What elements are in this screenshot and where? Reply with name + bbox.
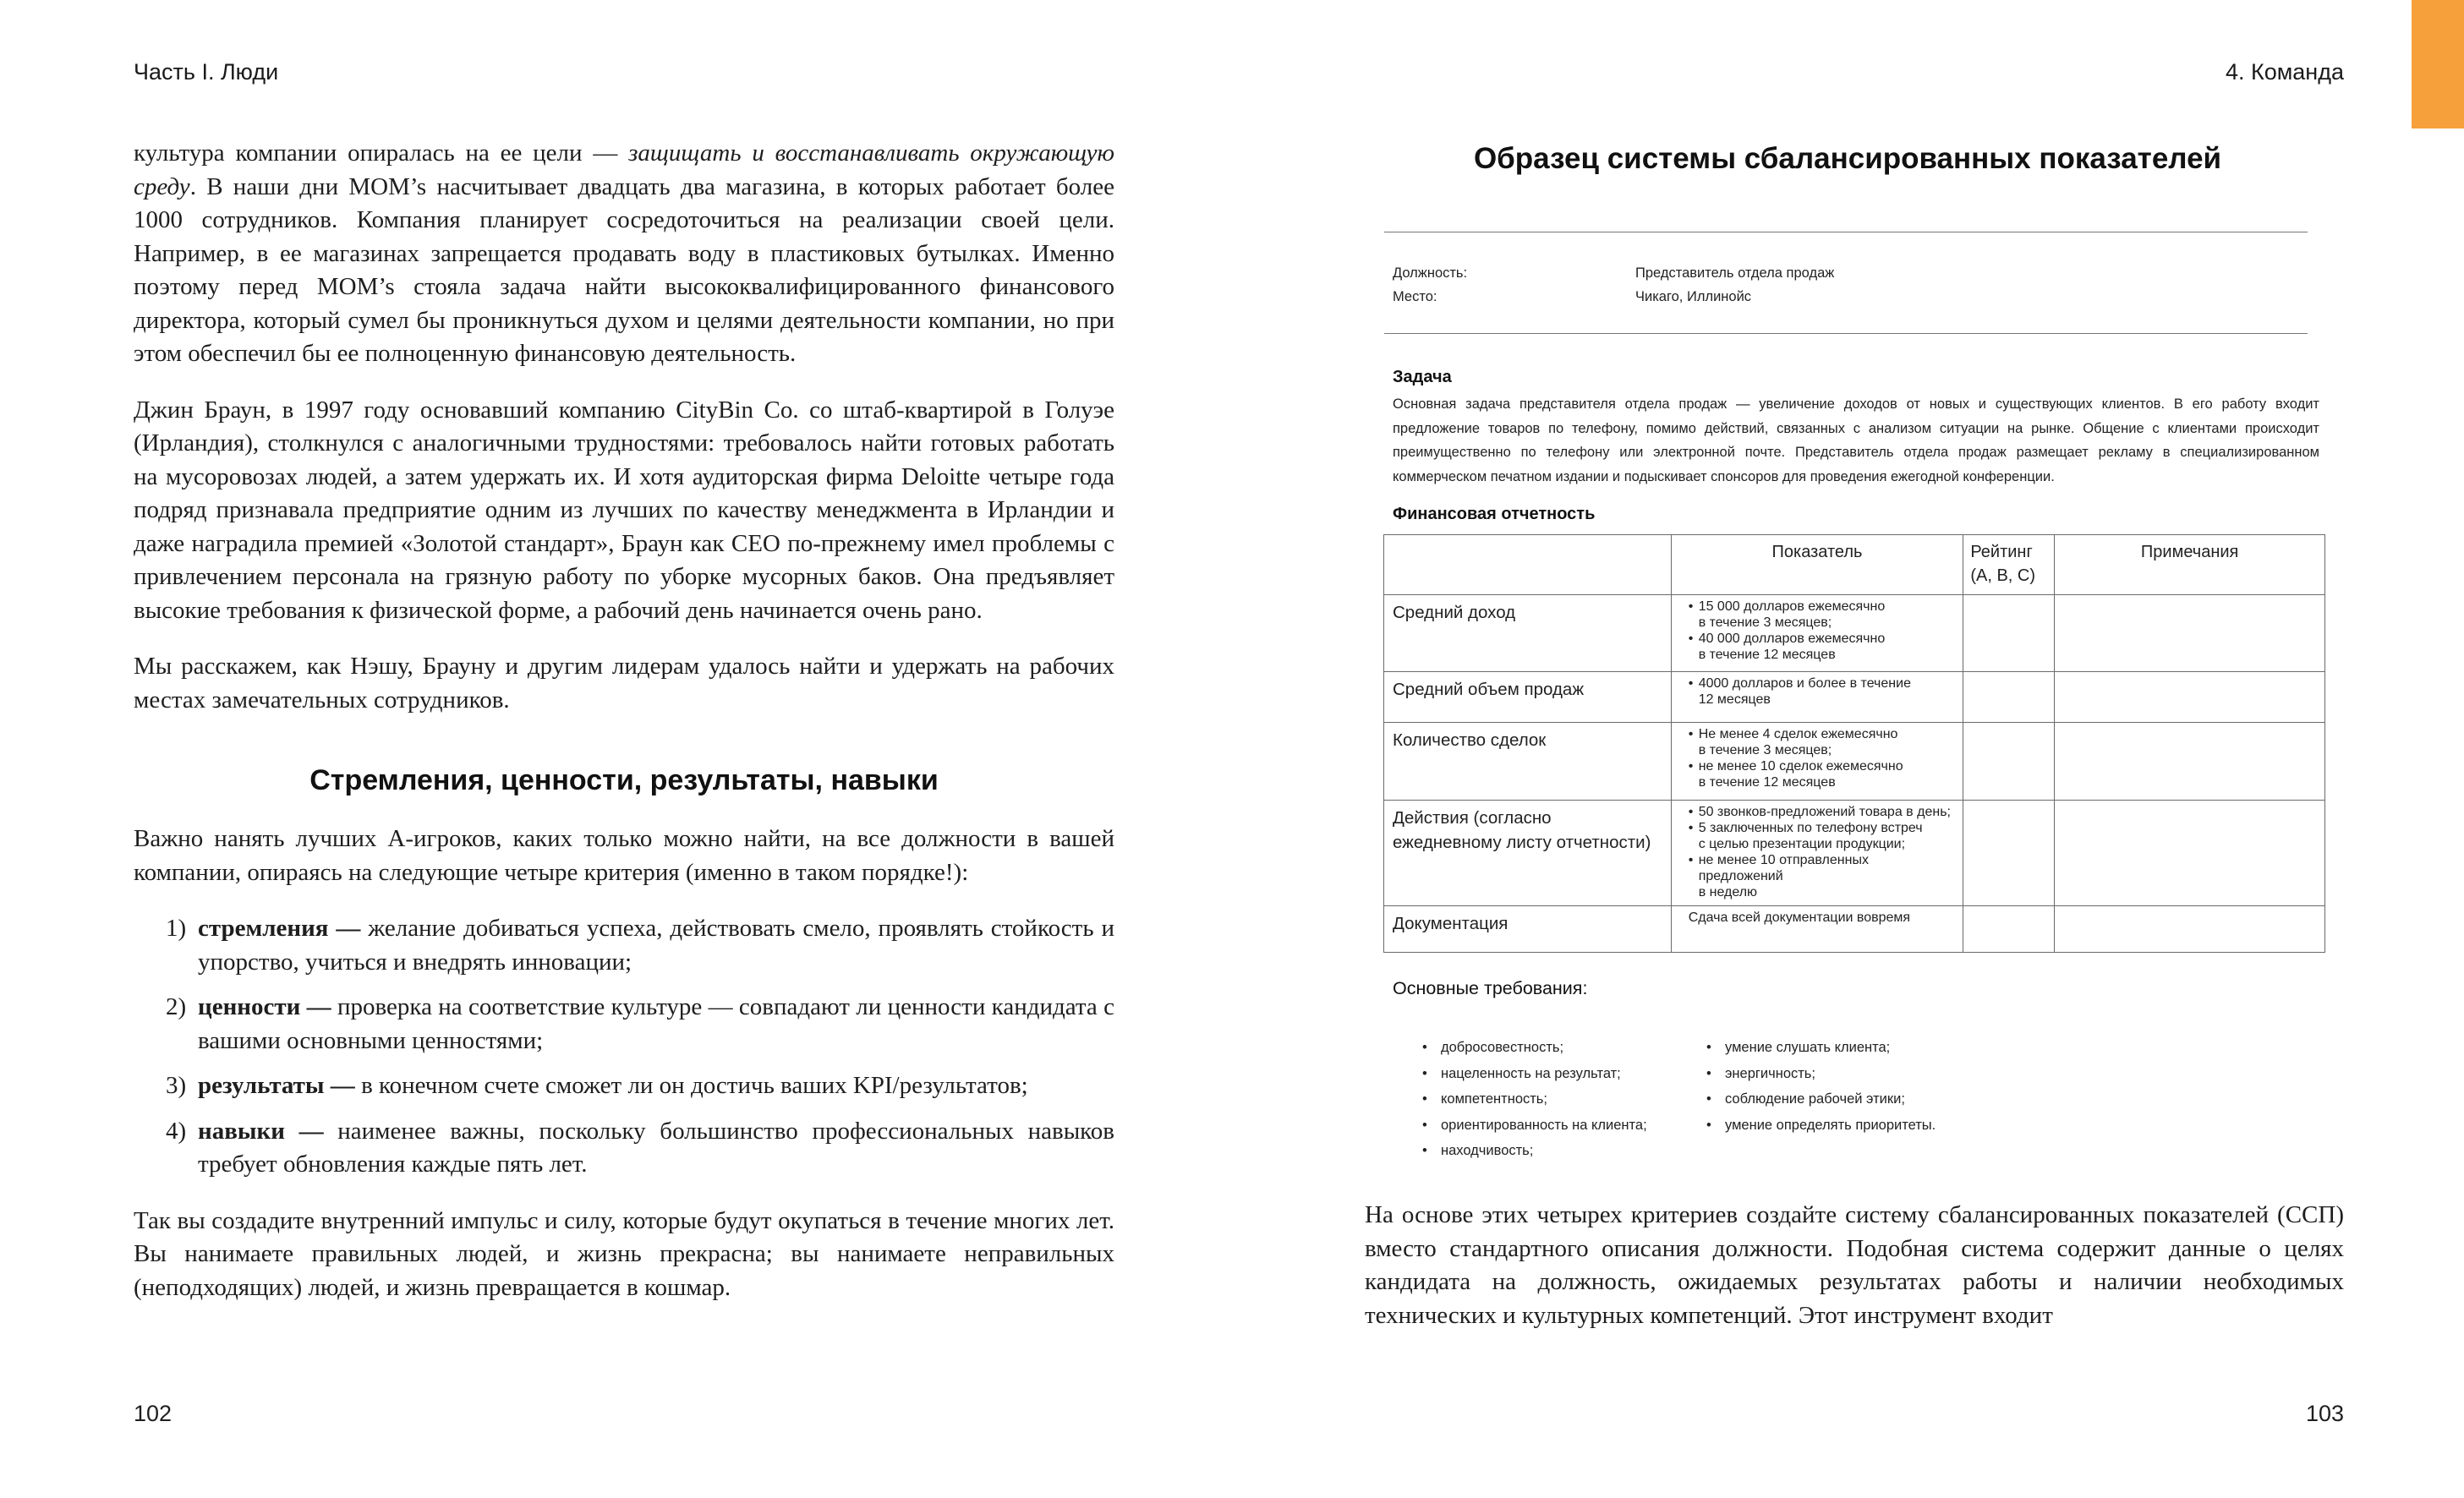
- indicator-line: • Не менее 4 сделок ежемесячно: [1689, 726, 1957, 742]
- criteria-number: 1): [166, 915, 187, 942]
- running-head-left: Часть I. Люди: [134, 59, 279, 85]
- rating-cell: [1963, 906, 2055, 953]
- indicator-line: в течение 12 месяцев: [1698, 775, 1836, 790]
- notes-cell: [2055, 595, 2325, 672]
- criteria-number: 3): [166, 1072, 187, 1099]
- requirement-item: • находчивость;: [1422, 1138, 1647, 1164]
- section-heading: Стремления, ценности, результаты, навыки: [309, 764, 939, 796]
- indicator-line: Сдача всей документации вовремя: [1688, 910, 1911, 925]
- indicator-line: в неделю: [1698, 885, 1758, 899]
- paragraph-2: Джин Браун, в 1997 году основавший компанию CityBin Co. со штаб-квартирой в Голуэе (Ирландия), столкнулся с аналогичными трудностями: требовалось найти готовых работать на мусоровозах людей, а затем удержать их. И хотя аудиторская фирма Deloitte четыре года подряд признавала предприятие одним из лучших по качеству менеджмента в Ирландии и даже наградила премией «Золотой стандарт», Браун как CEO по-прежнему имел проблемы с привлечением персонала на грязную работу по уборке мусорных баков. Она предъявляет высокие требования к физической форме, а рабочий день начинается очень рано.: [134, 396, 1114, 624]
- requirements-heading: Основные требования:: [1393, 978, 1588, 998]
- row-indicator: [1671, 595, 1963, 672]
- indicator-line: • 4000 долларов и более в течение: [1689, 675, 1957, 692]
- criteria-term: результаты —: [198, 1072, 355, 1099]
- location-value: Чикаго, Иллинойс: [1635, 289, 1752, 304]
- row-label: Количество сделок: [1384, 723, 1672, 801]
- table-header-cell: [1384, 535, 1672, 595]
- indicator-line: • не менее 10 отправленных предложений: [1689, 852, 1957, 884]
- paragraph-1: [134, 137, 1114, 371]
- notes-cell: [2055, 906, 2325, 953]
- table-row: [1384, 595, 2325, 672]
- row-indicator: [1671, 723, 1963, 801]
- page-number-left: 102: [134, 1401, 172, 1426]
- row-label: Действия (согласно ежедневному листу отчетности): [1384, 801, 1672, 906]
- paragraph-1-post: . В наши дни MOM’s насчитывает двадцать два магазина, в которых работает более 1000 сотрудников. Компания планирует сосредоточиться на реализации своей цели. Например, в ее магазинах запрещается продавать воду в пластиковых бутылках. Именно поэтому перед MOM’s стояла задача найти высококвалифицированного финансового директора, который сумел бы проникнуться духом и целями деятельности компании, но при этом обеспечил бы ее полноценную финансовую деятельность.: [134, 172, 1114, 367]
- criteria-number: 4): [166, 1117, 187, 1145]
- requirement-item: • добросовестность;: [1422, 1035, 1647, 1061]
- requirements-list-1: [1422, 1035, 1647, 1164]
- criteria-item: [134, 1069, 1114, 1103]
- row-label: Документация: [1384, 906, 1672, 953]
- left-page: [134, 137, 1114, 1327]
- criteria-term: стремления —: [198, 915, 361, 942]
- criteria-text: желание добиваться успеха, действовать смело, проявлять стойкость и упорство, учиться и внедрять инновации;: [198, 915, 1114, 976]
- paragraph-1-italic: защищать и восстанавливать окружающую среду: [134, 139, 1115, 200]
- chapter-accent-tab: [2412, 0, 2464, 128]
- table-row: [1384, 801, 2325, 906]
- paragraph-1-pre: культура компании опиралась на ее цели —: [134, 139, 629, 167]
- rating-cell: [1963, 723, 2055, 801]
- position-label: Должность:: [1393, 265, 1468, 281]
- position-value: Представитель отдела продаж: [1635, 265, 1835, 281]
- task-heading: Задача: [1393, 368, 1452, 386]
- table-header-cell: Показатель: [1671, 535, 1963, 595]
- table-header-row: [1384, 535, 2325, 595]
- criteria-term: навыки —: [198, 1117, 324, 1145]
- position-row: [1393, 265, 1834, 282]
- requirement-item: • соблюдение рабочей этики;: [1706, 1086, 1936, 1113]
- table-header-cell: Примечания: [2055, 535, 2325, 595]
- rating-cell: [1963, 801, 2055, 906]
- requirement-item: • умение слушать клиента;: [1706, 1035, 1936, 1061]
- indicator-line: • 15 000 долларов ежемесячно: [1689, 599, 1957, 615]
- rating-cell: [1963, 672, 2055, 723]
- rating-cell: [1963, 595, 2055, 672]
- financial-table: [1383, 534, 2325, 953]
- criteria-number: 2): [166, 993, 187, 1020]
- criteria-text: наименее важны, поскольку большинство профессиональных навыков требует обновления каждые пять лет.: [198, 1117, 1114, 1178]
- right-page-body: [1365, 1199, 2344, 1355]
- indicator-line: • 40 000 долларов ежемесячно: [1689, 631, 1957, 647]
- criteria-item: [134, 912, 1114, 979]
- intro-paragraph: Важно нанять лучших А-игроков, каких только можно найти, на все должности в вашей компании, опираясь на следующие четыре критерия (именно в таком порядке!):: [134, 825, 1114, 886]
- divider-bottom: [1384, 333, 2308, 334]
- indicator-line: в течение 12 месяцев: [1698, 648, 1836, 662]
- criteria-item: [134, 1115, 1114, 1182]
- indicator-line: 12 месяцев: [1698, 692, 1771, 707]
- closing-paragraph: Так вы создадите внутренний импульс и силу, которые будут окупаться в течение многих лет. Вы нанимаете правильных людей, и жизнь прекрасна; вы нанимаете неправильных (неподходящих) людей, и жизнь превращается в кошмар.: [134, 1206, 1114, 1301]
- row-label: Средний объем продаж: [1384, 672, 1672, 723]
- notes-cell: [2055, 801, 2325, 906]
- requirement-item: • ориентированность на клиента;: [1422, 1113, 1647, 1139]
- location-row: [1393, 289, 1751, 305]
- indicator-line: с целью презентации продукции;: [1698, 837, 1906, 851]
- indicator-line: • 5 заключенных по телефону встреч: [1689, 820, 1957, 836]
- requirement-item: • умение определять приоритеты.: [1706, 1113, 1936, 1139]
- indicator-line: • 50 звонков-предложений товара в день;: [1689, 804, 1957, 820]
- task-text: Основная задача представителя отдела продаж — увеличение доходов от новых и существующих клиентов. В его работу входит предложение товаров по телефону, помимо действий, связанных с анализом ситуации на рынке. Общение с клиентами происходит преимущественно по телефону или электронной почте. Представитель отдела продаж размещает рекламу в специализированном коммерческом печатном издании и подыскивает спонсоров для проведения ежегодной конференции.: [1393, 396, 2319, 484]
- finance-heading: Финансовая отчетность: [1393, 505, 1596, 523]
- indicator-line: • не менее 10 сделок ежемесячно: [1689, 758, 1957, 774]
- requirement-item: • компетентность;: [1422, 1086, 1647, 1113]
- criteria-text: в конечном счете сможет ли он достичь ваших KPI/результатов;: [354, 1072, 1028, 1099]
- running-head-right: 4. Команда: [2225, 59, 2344, 85]
- notes-cell: [2055, 723, 2325, 801]
- location-label: Место:: [1393, 289, 1437, 304]
- criteria-term: ценности —: [198, 993, 331, 1020]
- row-label: Средний доход: [1384, 595, 1672, 672]
- table-header-cell: Рейтинг (А, В, С): [1963, 535, 2055, 595]
- indicator-line: в течение 3 месяцев;: [1698, 743, 1832, 757]
- table-row: [1384, 906, 2325, 953]
- row-indicator: [1671, 672, 1963, 723]
- page-number-right: 103: [2305, 1401, 2344, 1426]
- table-row: [1384, 723, 2325, 801]
- scorecard-title: Образец системы сбалансированных показателей: [1473, 142, 2222, 175]
- criteria-text: проверка на соответствие культуре — совпадают ли ценности кандидата с вашими основными ценностями;: [198, 993, 1114, 1054]
- notes-cell: [2055, 672, 2325, 723]
- indicator-line: в течение 3 месяцев;: [1698, 615, 1832, 630]
- criteria-list: [134, 912, 1114, 1182]
- row-indicator: [1671, 906, 1963, 953]
- criteria-item: [134, 991, 1114, 1058]
- requirement-item: • нацеленность на результат;: [1422, 1061, 1647, 1087]
- scorecard-paragraph: На основе этих четырех критериев создайте систему сбалансированных показателей (ССП) вместо стандартного описания должности. Подобная система содержит данные о целях кандидата на должность, ожидаемых результатах работы и наличии необходимых технических и культурных компетенций. Этот инструмент входит: [1365, 1201, 2344, 1329]
- table-row: [1384, 672, 2325, 723]
- requirements-list-2: [1706, 1035, 1936, 1138]
- requirement-item: • энергичность;: [1706, 1061, 1936, 1087]
- paragraph-3: Мы расскажем, как Нэшу, Брауну и другим лидерам удалось найти и удержать на рабочих местах замечательных сотрудников.: [134, 653, 1114, 713]
- row-indicator: [1671, 801, 1963, 906]
